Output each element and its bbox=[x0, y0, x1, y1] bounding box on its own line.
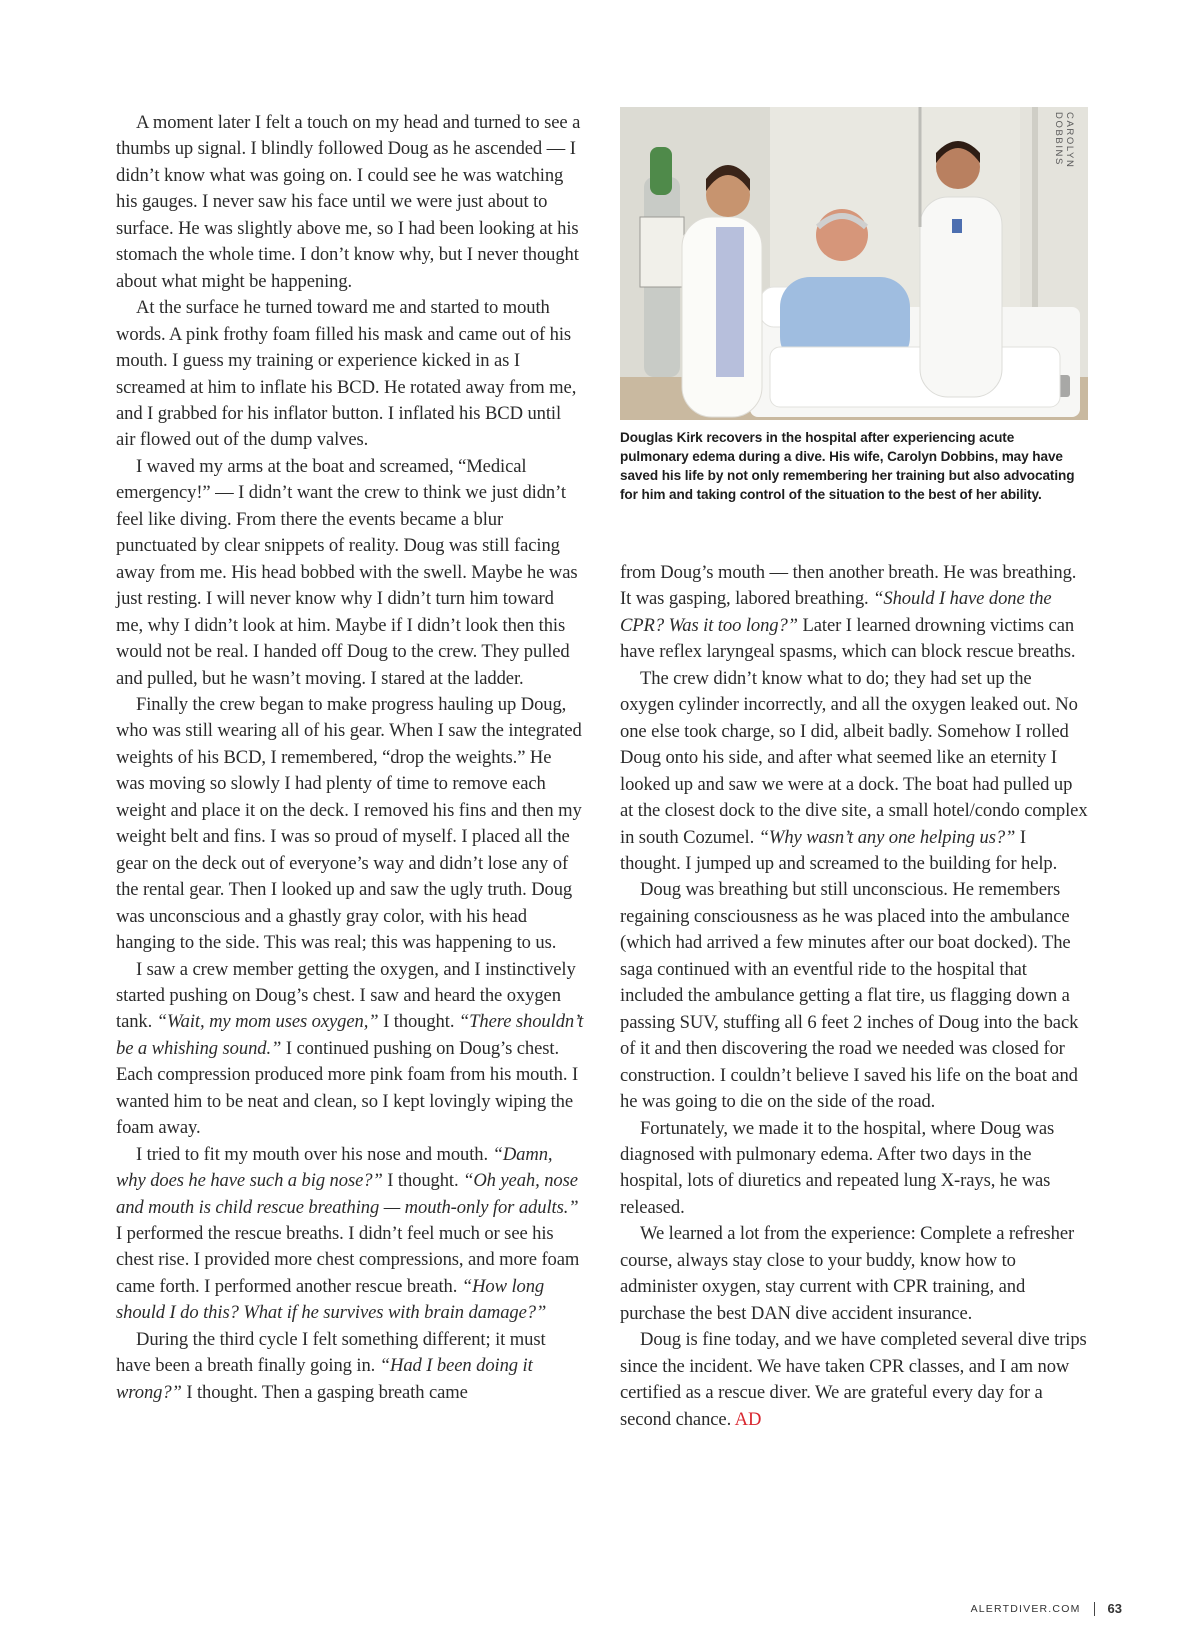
end-mark: AD bbox=[734, 1408, 762, 1430]
photo-credit: CAROLYN DOBBINS bbox=[1053, 112, 1075, 169]
text-run: I saw a crew member getting the oxygen, and I instinctively started pushing on Doug’s chest. I saw and heard the oxygen tank. bbox=[116, 958, 576, 1033]
paragraph bbox=[620, 1327, 1090, 1433]
paragraph bbox=[116, 110, 584, 295]
italic-quote: “Why wasn’t any one helping us?” bbox=[758, 826, 1016, 848]
italic-quote: “Damn, why does he have such a big nose?” bbox=[116, 1143, 553, 1192]
text-run: I thought. bbox=[382, 1170, 464, 1192]
text-run: Doug is fine today, and we have completed several dive trips since the incident. We have taken CPR classes, and I am now certified as a rescue diver. We are grateful every day for a second chance. bbox=[620, 1329, 1087, 1430]
photo-caption: Douglas Kirk recovers in the hospital after experiencing acute pulmonary edema during a dive. His wife, Carolyn Dobbins, may have saved his life by not only remembering her training but also advocating for him and taking control of the situation to the best of her ability. bbox=[620, 430, 1075, 502]
paragraph bbox=[620, 1116, 1090, 1222]
paragraph bbox=[116, 957, 584, 1142]
italic-quote: “How long should I do this? What if he survives with brain damage?” bbox=[116, 1275, 547, 1324]
text-run: I thought. I jumped up and screamed to the building for help. bbox=[620, 826, 1058, 874]
paragraph bbox=[116, 454, 584, 692]
paragraph bbox=[116, 295, 584, 454]
italic-quote: “Wait, my mom uses oxygen,” bbox=[156, 1011, 379, 1033]
text-run: We learned a lot from the experience: Complete a refresher course, always stay close to your buddy, know how to administer oxygen, stay current with CPR training, and purchase the best DAN dive accident insurance. bbox=[620, 1223, 1075, 1324]
article-photo bbox=[620, 107, 1088, 420]
italic-quote: “Oh yeah, nose and mouth is child rescue breathing — mouth-only for adults.” bbox=[116, 1170, 579, 1218]
italic-quote: “Should I have done the CPR? Was it too long?” bbox=[620, 588, 1052, 636]
text-run: I continued pushing on Doug’s chest. Each compression produced more pink foam from his mouth. I wanted him to be neat and clean, so I kept lovingly wiping the foam away. bbox=[116, 1037, 579, 1139]
page-number: 63 bbox=[1107, 1601, 1122, 1616]
text-run: I waved my arms at the boat and screamed, “Medical emergency!” — I didn’t want the crew to think we just didn’t feel like diving. From there the events became a blur punctuated by clear snippets of reality. Doug was still facing away from me. His head bobbed with the swell. Maybe he was just resting. I will never know why I didn’t turn him toward me, why I didn’t look at him. Maybe if I didn’t look then this would not be real. I handed off Doug to the crew. They pulled and pulled, but he wasn’t moving. I stared at the ladder. bbox=[116, 455, 578, 689]
text-run: The crew didn’t know what to do; they had set up the oxygen cylinder incorrectly, and all the oxygen leaked out. No one else took charge, so I did, albeit badly. Somehow I rolled Doug onto his side, and after what seemed like an eternity I looked up and saw we were at a dock. The boat had pulled up at the closest dock to the dive site, a small hotel/condo complex in south Cozumel. bbox=[620, 667, 1088, 848]
text-run: I performed the rescue breaths. I didn’t feel much or see his chest rise. I provided more chest compressions, and more foam came forth. I performed another rescue breath. bbox=[116, 1223, 580, 1297]
text-run: At the surface he turned toward me and started to mouth words. A pink frothy foam filled his mask and came out of his mouth. I guess my training or experience kicked in as I screamed at him to inflate his BCD. He rotated away from me, and I grabbed for his inflator button. I inflated his BCD until air flowed out of the dump valves. bbox=[116, 297, 577, 451]
text-run: Fortunately, we made it to the hospital, where Doug was diagnosed with pulmonary edema. After two days in the hospital, lots of diuretics and repeated lung X-rays, he was released. bbox=[620, 1117, 1055, 1218]
paragraph bbox=[116, 1327, 584, 1406]
article-column-left bbox=[116, 110, 584, 1406]
article-column-right bbox=[620, 560, 1090, 1433]
text-run: Later I learned drowning victims can have reflex laryngeal spasms, which can block rescue breaths. bbox=[620, 614, 1076, 663]
paragraph bbox=[620, 877, 1090, 1115]
text-run: I thought. Then a gasping breath came bbox=[181, 1381, 468, 1403]
text-run: I tried to fit my mouth over his nose and mouth. bbox=[136, 1143, 493, 1165]
text-run: A moment later I felt a touch on my head and turned to see a thumbs up signal. I blindly followed Doug as he ascended — I didn’t know what was going on. I could see he was watching his gauges. I never saw his face until we were just about to surface. He was slightly above me, so I had been looking at his stomach the whole time. I don’t know why, but I never thought about what might be happening. bbox=[116, 112, 581, 292]
footer-site[interactable]: ALERTDIVER.COM bbox=[970, 1602, 1081, 1615]
paragraph bbox=[620, 1221, 1090, 1327]
text-run: During the third cycle I felt something different; it must have been a breath finally going in. bbox=[116, 1328, 546, 1377]
text-run: I thought. bbox=[378, 1011, 459, 1033]
paragraph bbox=[116, 692, 584, 957]
hospital-photo-illustration bbox=[620, 107, 1088, 420]
paragraph bbox=[620, 560, 1090, 666]
text-run: from Doug’s mouth — then another breath. He was breathing. It was gasping, labored breathing. bbox=[620, 562, 1077, 610]
footer-divider bbox=[1094, 1602, 1095, 1616]
text-run: Doug was breathing but still unconscious. He remembers regaining consciousness as he was placed into the ambulance (which had arrived a few minutes after our boat docked). The saga continued with an eventful ride to the hospital that included the ambulance getting a flat tire, us flagging down a passing SUV, stuffing all 6 feet 2 inches of Doug into the back of it and then discovering the road we needed was closed for construction. I couldn’t believe I saved his life on the boat and he was going to die on the side of the road. bbox=[620, 879, 1079, 1113]
paragraph bbox=[620, 666, 1090, 878]
italic-quote: “Had I been doing it wrong?” bbox=[116, 1355, 533, 1403]
italic-quote: “There shouldn’t be a whishing sound.” bbox=[116, 1011, 584, 1059]
text-run: Finally the crew began to make progress hauling up Doug, who was still wearing all of his gear. When I saw the integrated weights of his BCD, I remembered, “drop the weights.” He was moving so slowly I had plenty of time to remove each weight and place it on the deck. I removed his fins and then my weight belt and fins. I was so proud of myself. I placed all the gear on the deck out of everyone’s way and didn’t lose any of the rental gear. Then I looked up and saw the ugly truth. Doug was unconscious and a ghastly gray color, with his head hanging to the side. This was real; this was happening to us. bbox=[116, 693, 582, 954]
page-footer bbox=[971, 1601, 1122, 1616]
paragraph bbox=[116, 1142, 584, 1327]
